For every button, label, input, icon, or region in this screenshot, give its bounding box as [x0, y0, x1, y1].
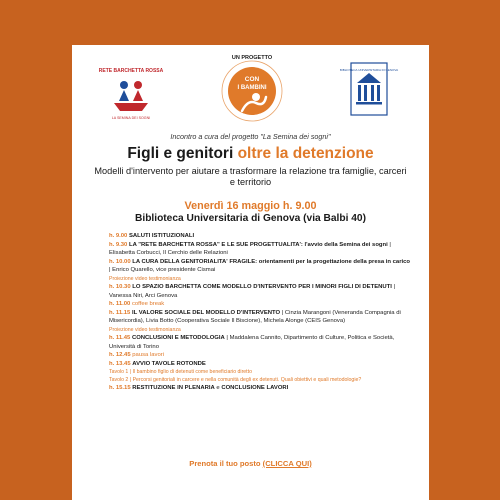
program-time: h. 9.30: [109, 241, 128, 248]
program-title: AVVIO TAVOLE ROTONDE: [132, 360, 206, 367]
program-time: h. 11.00: [109, 301, 131, 308]
program-detail: | Elisabetta Corbucci, Il Cerchio delle Relazioni: [109, 241, 391, 257]
program-title: LO SPAZIO BARCHETTA COME MODELLO D'INTERVENTO PER I MINORI FIGLI DI DETENUTI: [132, 283, 392, 290]
event-date: Venerdì 16 maggio h. 9.00: [184, 200, 317, 212]
round-table-text: | Il bambino figlio di detenuti come beneficiario diretto: [129, 369, 252, 376]
program-time: h. 10.30: [109, 283, 131, 290]
program-item: [109, 241, 411, 258]
barchetta-rossa-logo: [98, 63, 164, 121]
center-logo-name-2: I BAMBINI: [237, 85, 267, 91]
program-break: coffee break: [131, 301, 165, 308]
program-time: h. 13.45: [109, 360, 131, 367]
program-list: [109, 232, 411, 393]
program-detail: | Maddalena Cannito, Dipartimento di Culture, Politica e Società, Università di Torino: [109, 334, 395, 350]
program-title: IL VALORE SOCIALE DEL MODELLO D'INTERVENTO: [131, 309, 281, 316]
program-item: [109, 351, 411, 360]
event-venue: Biblioteca Universitaria di Genova (via Balbi 40): [135, 213, 366, 224]
intro-text: Incontro a cura del progetto "La Semina dei sogni": [170, 132, 331, 141]
program-item: [109, 360, 411, 369]
program-time: h. 12.45: [109, 352, 131, 359]
con-i-bambini-logo: [212, 51, 292, 127]
program-title: CONCLUSIONI E METODOLOGIA: [131, 334, 225, 341]
program-item: [109, 258, 411, 275]
flyer-card: [72, 45, 429, 500]
title-part-1: Figli e genitori: [127, 145, 234, 162]
program-connector: e: [216, 385, 220, 392]
round-table-label: Tavolo 1: [109, 369, 129, 376]
program-title: LA CURA DELLA GENITORIALITA' FRAGILE: orientamenti per la progettazione della presa in carico: [132, 258, 411, 265]
program-time: h. 11.15: [109, 309, 131, 316]
booking-link[interactable]: (CLICCA QUI): [262, 459, 312, 468]
program-title: LA "RETE BARCHETTA ROSSA" E LE SUE PROGETTUALITA': l'avvio della Semina dei sogni: [128, 241, 388, 248]
program-item: [109, 283, 411, 300]
title-part-2: oltre la detenzione: [237, 145, 374, 162]
program-time: h. 9.00: [109, 233, 128, 239]
program-title: RESTITUZIONE IN PLENARIA: [132, 385, 215, 392]
program-item: [109, 232, 411, 241]
center-logo-ring-text: UN PROGETTO: [231, 55, 273, 61]
program-time: h. 10.00: [109, 258, 131, 265]
program-time: h. 11.45: [109, 334, 131, 341]
biblioteca-logo-text: BIBLIOTECA UNIVERSITARIA DI GENOVA: [339, 68, 399, 72]
page-title: [72, 145, 429, 163]
program-time: h. 15.15: [109, 385, 131, 392]
logo-row: [72, 45, 429, 127]
round-table-item: [109, 368, 411, 376]
program-item: [109, 334, 411, 351]
program-break: pausa lavori: [132, 352, 165, 359]
program-item: [109, 384, 411, 393]
program-item: [109, 309, 411, 326]
program-detail: | Enrico Quarello, vice presidente Cismai: [109, 267, 216, 274]
program-title: SALUTI ISTITUZIONALI: [128, 233, 195, 239]
booking-line: [72, 459, 429, 468]
booking-text: Prenota il tuo posto: [189, 459, 261, 468]
program-note: Proiezione video testimonianza: [109, 326, 181, 333]
round-table-text: | Percorsi genitoriali in carcere e nella comunità degli ex detenuti. Quali obiettivi e quali metodologie?: [129, 377, 362, 384]
program-note: Proiezione video testimonianza: [109, 275, 181, 282]
center-logo-name-1: CON: [244, 76, 260, 83]
round-table-item: [109, 376, 411, 384]
barchetta-logo-bottom-text: LA SEMINA DEI SOGNI: [111, 116, 151, 120]
program-item: [109, 300, 411, 309]
program-detail: | Vanessa Niri, Arci Genova: [109, 283, 396, 299]
subtitle: Modelli d'intervento per aiutare a trasformare la relazione tra famiglie, carceri e territorio: [94, 166, 407, 187]
program-title: CONCLUSIONE LAVORI: [221, 385, 289, 392]
program-detail: | Cinzia Marangoni (Veneranda Compagnia di Misericordia), Livia Botto (Cooperativa Sociale Il Biscione), Michela Alonge (CEIS Genova): [109, 309, 401, 325]
barchetta-logo-top-text: RETE BARCHETTA ROSSA: [98, 68, 164, 74]
biblioteca-logo: [339, 61, 399, 117]
round-table-label: Tavolo 2: [109, 377, 129, 384]
